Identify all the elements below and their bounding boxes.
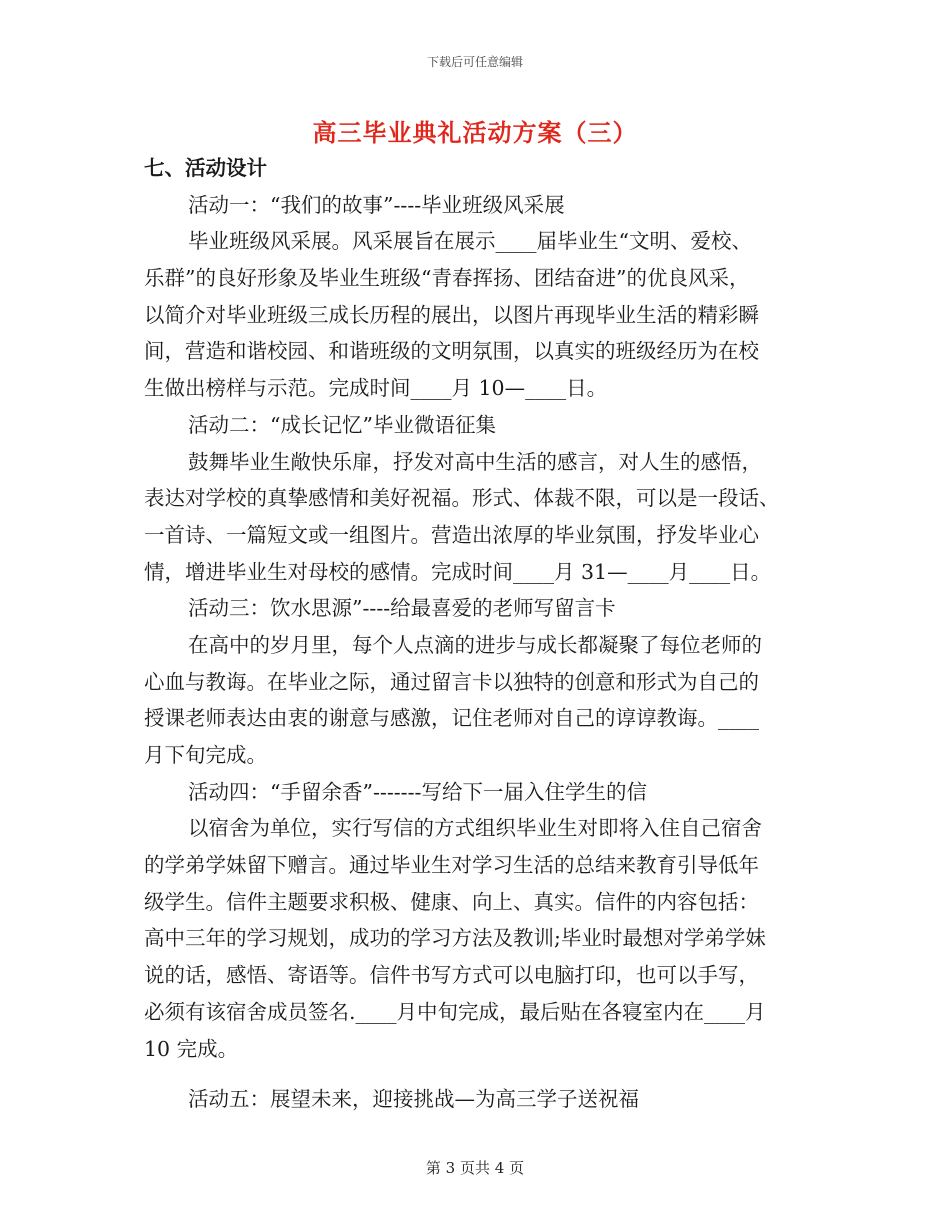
text-line: 以简介对毕业班级三成长历程的展出，以图片再现毕业生活的精彩瞬 [144, 302, 759, 327]
text-line: 毕业班级风采展。风采展旨在展示____届毕业生“文明、爱校、 [188, 229, 752, 254]
text-line: 情，增进毕业生对母校的感情。完成时间____月 31—____月____日。 [144, 559, 772, 584]
paragraph-spacer [144, 1067, 809, 1081]
text-line: 的学弟学妹留下赠言。通过毕业生对学习生活的总结来教育引导低年 [144, 853, 759, 878]
text-line: 活动一：“我们的故事”----毕业班级风采展 [188, 192, 565, 217]
body-lines [144, 187, 809, 1068]
text-line: 活动四：“手留余香”-------写给下一届入住学生的信 [188, 779, 647, 804]
activity-five-heading: 活动五：展望未来，迎接挑战—为高三学子送祝福 [188, 1087, 639, 1112]
text-line: 必须有该宿舍成员签名.____月中旬完成，最后贴在各寝室内在____月 [144, 999, 766, 1024]
text-line: 活动三：饮水思源”----给最喜爱的老师写留言卡 [188, 596, 616, 621]
section-heading: 七、活动设计 [144, 156, 267, 180]
text-line: 表达对学校的真挚感情和美好祝福。形式、体裁不限，可以是一段话、 [144, 486, 780, 511]
text-line: 10 完成。 [144, 1036, 239, 1061]
text-line: 高中三年的学习规划，成功的学习方法及教训;毕业时最想对学弟学妹 [144, 926, 766, 951]
document-title: 高三毕业典礼活动方案（三） [312, 118, 638, 147]
text-line: 一首诗、一篇短文或一组图片。营造出浓厚的毕业氛围，抒发毕业心 [144, 522, 759, 547]
text-line: 心血与教诲。在毕业之际，通过留言卡以独特的创意和形式为自己的 [144, 669, 759, 694]
text-line: 生做出榜样与示范。完成时间____月 10—____日。 [144, 376, 608, 401]
header-note: 下载后可任意编辑 [426, 55, 523, 69]
text-line: 授课老师表达由衷的谢意与感激，记住老师对自己的谆谆教诲。____ [144, 706, 759, 731]
text-line: 间，营造和谐校园、和谐班级的文明氛围，以真实的班级经历为在校 [144, 339, 759, 364]
text-line: 鼓舞毕业生敞快乐扉，抒发对高中生活的感言，对人生的感悟， [188, 449, 762, 474]
text-line: 月下旬完成。 [144, 743, 267, 767]
text-line: 说的话，感悟、寄语等。信件书写方式可以电脑打印，也可以手写， [144, 963, 759, 988]
text-line: 级学生。信件主题要求积极、健康、向上、真实。信件的内容包括： [144, 889, 759, 914]
text-line: 以宿舍为单位，实行写信的方式组织毕业生对即将入住自己宿舍 [188, 816, 762, 841]
text-line: 活动二：“成长记忆”毕业微语征集 [188, 412, 496, 437]
text-line: 乐群”的良好形象及毕业生班级“青春挥扬、团结奋进”的优良风采， [144, 266, 750, 291]
document-body [144, 150, 809, 1118]
text-line: 在高中的岁月里，每个人点滴的进步与成长都凝聚了每位老师的 [188, 632, 762, 657]
page-number: 第 3 页共 4 页 [425, 1159, 525, 1177]
